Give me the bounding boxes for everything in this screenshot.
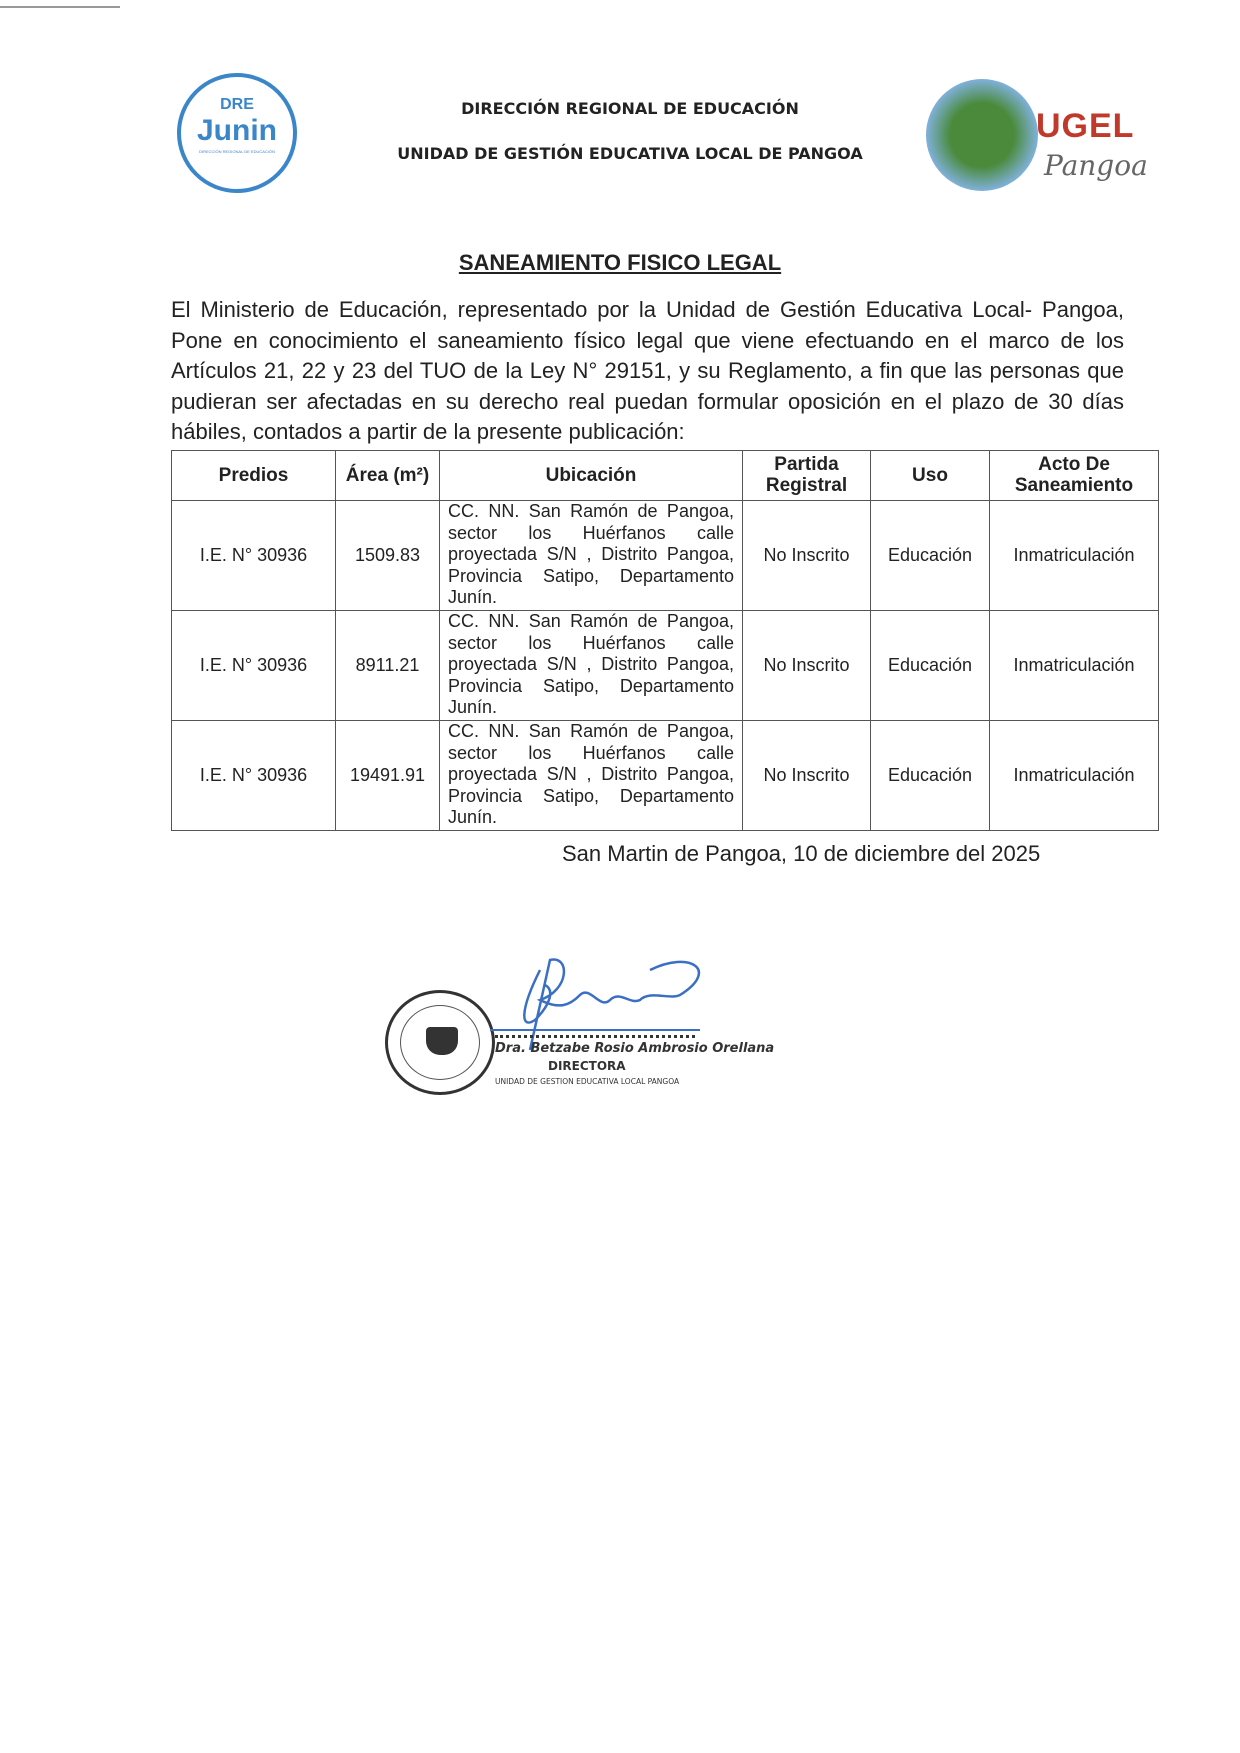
- col-header: Predios: [172, 450, 336, 500]
- col-header: Ubicación: [440, 450, 743, 500]
- signature-dotted-line: [495, 1035, 695, 1038]
- date-line: San Martin de Pangoa, 10 de diciembre del 2025: [562, 840, 1041, 866]
- cell: I.E. N° 30936: [172, 610, 336, 720]
- document-title: SANEAMIENTO FISICO LEGAL: [458, 250, 782, 275]
- signer-role: DIRECTORA: [548, 1059, 626, 1073]
- table-row: [172, 720, 1159, 830]
- cell: CC. NN. San Ramón de Pangoa, sector los Huérfanos calle proyectada S/N , Distrito Pangoa, Provincia Satipo, Departamento Junín.: [440, 610, 743, 720]
- table-row: [172, 610, 1159, 720]
- cell: 1509.83: [336, 500, 440, 610]
- table-row: [172, 500, 1159, 610]
- scan-corner-line: [0, 6, 120, 8]
- cell: Educación: [871, 720, 990, 830]
- cell: Inmatriculación: [990, 610, 1159, 720]
- table-header-row: [172, 450, 1159, 500]
- cell: Educación: [871, 500, 990, 610]
- header-line-2: UNIDAD DE GESTIÓN EDUCATIVA LOCAL DE PANGOA: [397, 144, 863, 163]
- ugel-pangoa-logo: UGEL Pangoa: [926, 79, 1162, 191]
- cell: Inmatriculación: [990, 720, 1159, 830]
- cell: No Inscrito: [743, 500, 871, 610]
- document-body: [171, 295, 1159, 867]
- cell: CC. NN. San Ramón de Pangoa, sector los Huérfanos calle proyectada S/N , Distrito Pangoa, Provincia Satipo, Departamento Junín.: [440, 500, 743, 610]
- cell: CC. NN. San Ramón de Pangoa, sector los Huérfanos calle proyectada S/N , Distrito Pangoa, Provincia Satipo, Departamento Junín.: [440, 720, 743, 830]
- cell: I.E. N° 30936: [172, 720, 336, 830]
- col-header: Partida Registral: [743, 450, 871, 500]
- col-header: Acto De Saneamiento: [990, 450, 1159, 500]
- dre-junin-logo: DRE Junin DIRECCIÓN REGIONAL DE EDUCACIÓN: [177, 73, 297, 193]
- official-seal: [385, 990, 495, 1095]
- intro-paragraph: El Ministerio de Educación, representado por la Unidad de Gestión Educativa Local- Pangoa, Pone en conocimiento el saneamiento físico legal que viene efectuando en el marco de los Artículos 21, 22 y 23 del TUO de la Ley N° 29151, y su Reglamento, a fin que las personas que pudieran ser afectadas en su derecho real puedan formular oposición en el plazo de 30 días hábiles, contados a partir de la presente publicación:: [171, 297, 1124, 444]
- cell: Inmatriculación: [990, 500, 1159, 610]
- signer-name: Dra. Betzabe Rosio Ambrosio Orellana: [495, 1041, 775, 1056]
- cell: 8911.21: [336, 610, 440, 720]
- header-line-1: DIRECCIÓN REGIONAL DE EDUCACIÓN: [461, 99, 799, 118]
- cell: No Inscrito: [743, 610, 871, 720]
- cell: I.E. N° 30936: [172, 500, 336, 610]
- col-header: Uso: [871, 450, 990, 500]
- properties-table: [171, 450, 1159, 831]
- cell: No Inscrito: [743, 720, 871, 830]
- cell: 19491.91: [336, 720, 440, 830]
- signer-org: UNIDAD DE GESTION EDUCATIVA LOCAL PANGOA: [495, 1077, 680, 1086]
- cell: Educación: [871, 610, 990, 720]
- col-header: Área (m²): [336, 450, 440, 500]
